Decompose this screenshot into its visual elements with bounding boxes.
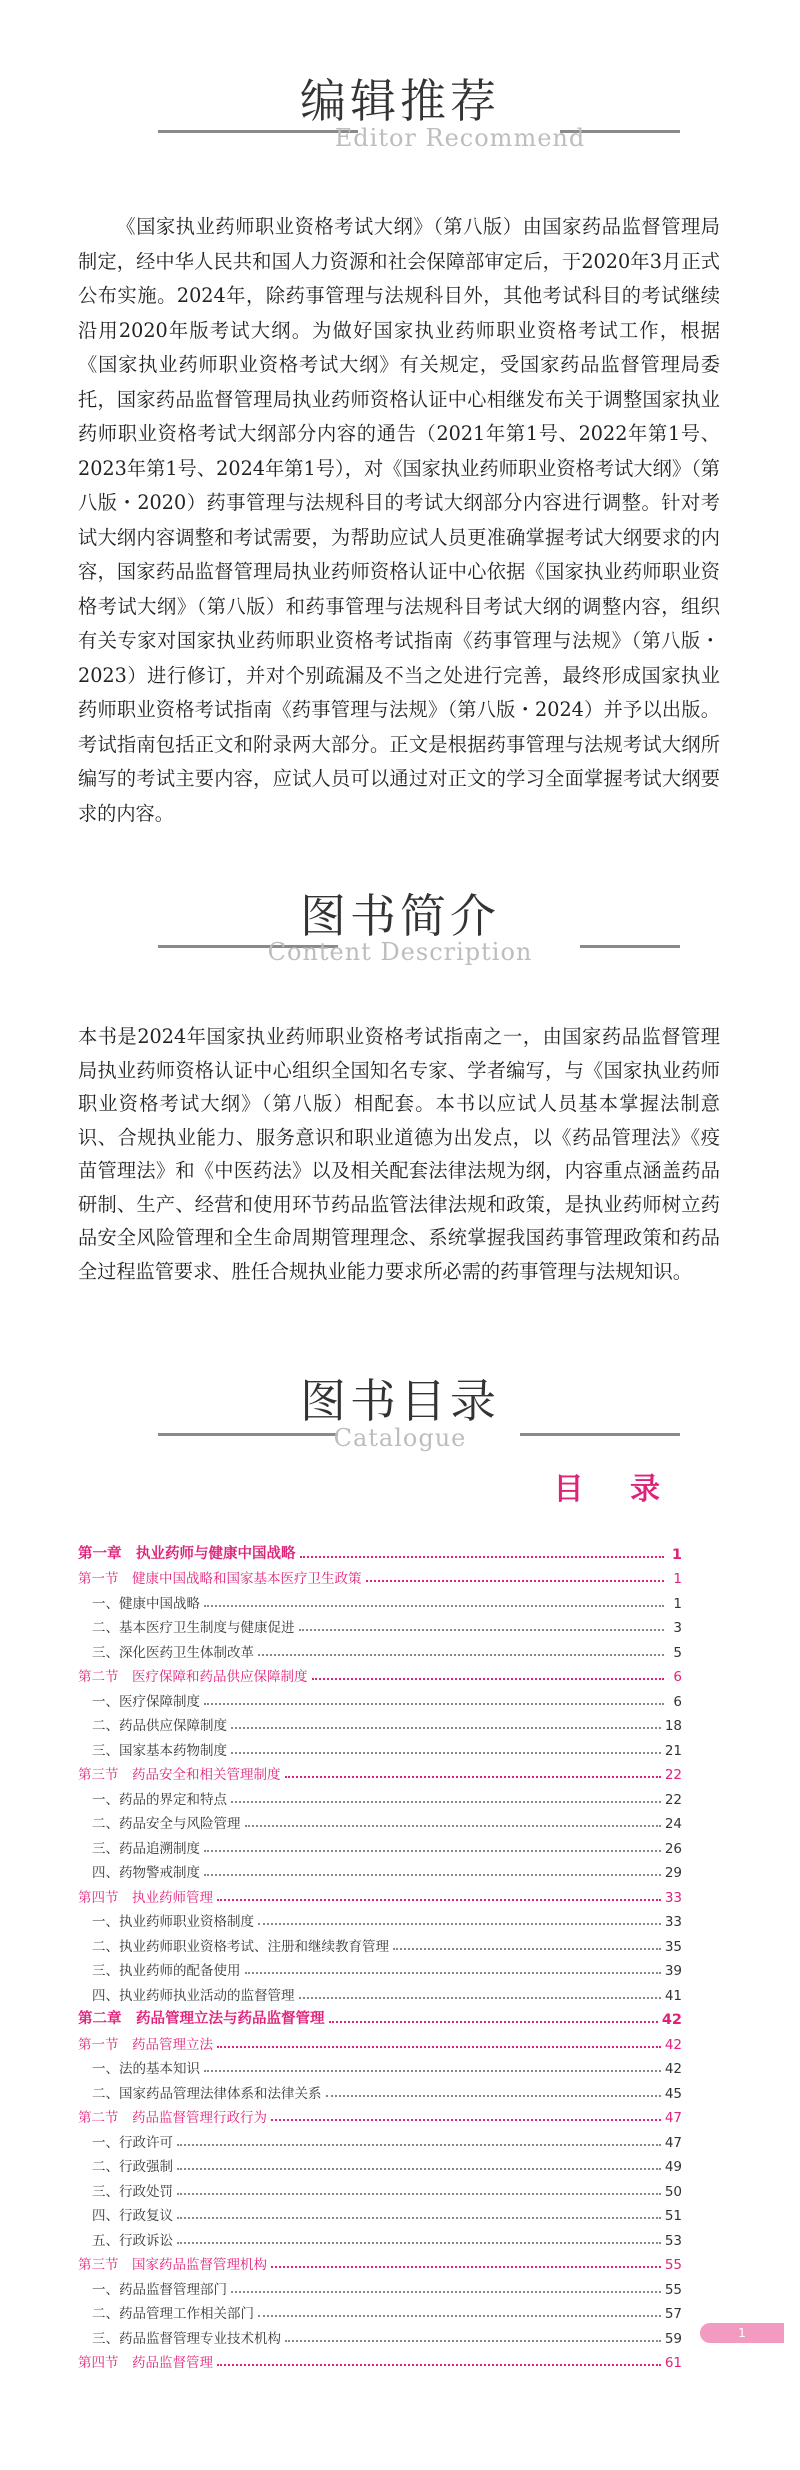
toc-dot-leader bbox=[204, 1703, 664, 1705]
toc-entry-title: 三、药品监督管理专业技术机构 bbox=[92, 2330, 281, 2347]
toc-entry-page: 18 bbox=[664, 1718, 682, 1734]
toc-entry-title: 第一章 执业药师与健康中国战略 bbox=[78, 1545, 296, 1562]
toc-dot-leader bbox=[231, 1801, 661, 1803]
toc-entry-page: 33 bbox=[664, 1914, 682, 1930]
toc-entry-page: 57 bbox=[664, 2306, 682, 2322]
toc-entry-page: 22 bbox=[664, 1791, 682, 1808]
toc-dot-leader bbox=[245, 1972, 661, 1974]
toc-dot-leader bbox=[177, 2193, 661, 2195]
toc-row-item bbox=[78, 1857, 682, 1882]
toc-entry-title: 一、药品的界定和特点 bbox=[92, 1791, 227, 1808]
toc-row-item bbox=[78, 2175, 682, 2200]
toc-dot-leader bbox=[231, 1727, 661, 1729]
toc-row-item bbox=[78, 1783, 682, 1808]
toc-row-item bbox=[78, 1587, 682, 1612]
toc-entry-page: 33 bbox=[664, 1889, 682, 1906]
toc-entry-title: 二、药品管理工作相关部门 bbox=[92, 2306, 254, 2322]
toc-dot-leader bbox=[204, 1605, 664, 1607]
toc-entry-page: 22 bbox=[664, 1767, 682, 1783]
toc-row-section bbox=[78, 2347, 682, 2372]
toc-entry-page: 1 bbox=[671, 1546, 682, 1563]
editor-section-subtitle: Editor Recommend bbox=[334, 124, 586, 152]
toc-dot-leader bbox=[300, 1556, 665, 1558]
toc-row-section bbox=[78, 1563, 682, 1588]
catalogue-section-subtitle: Catalogue bbox=[333, 1424, 467, 1452]
toc-dot-leader bbox=[177, 2168, 661, 2170]
toc-entry-title: 第一节 健康中国战略和国家基本医疗卫生政策 bbox=[78, 1571, 362, 1587]
toc-row-item bbox=[78, 1710, 682, 1735]
toc-row-item bbox=[78, 2053, 682, 2078]
toc-entry-title: 三、深化医药卫生体制改革 bbox=[92, 1644, 254, 1661]
toc-entry-page: 47 bbox=[664, 2134, 682, 2151]
toc-entry-page: 5 bbox=[673, 1644, 682, 1661]
toc-entry-title: 二、执业药师职业资格考试、注册和继续教育管理 bbox=[92, 1938, 389, 1955]
toc-dot-leader bbox=[204, 1850, 661, 1852]
toc-entry-title: 一、药品监督管理部门 bbox=[92, 2281, 227, 2298]
toc-entry-page: 42 bbox=[664, 2036, 682, 2053]
toc-dot-leader bbox=[393, 1948, 661, 1950]
toc-row-item bbox=[78, 1734, 682, 1759]
toc-heading: 目 录 bbox=[553, 1472, 678, 1507]
toc-entry-page: 42 bbox=[661, 2012, 682, 2028]
toc-entry-page: 1 bbox=[673, 1571, 682, 1587]
toc-dot-leader bbox=[217, 1899, 661, 1901]
toc-dot-leader bbox=[217, 2046, 661, 2048]
toc-row-item bbox=[78, 1636, 682, 1661]
toc-entry-page: 53 bbox=[664, 2232, 682, 2249]
toc-dot-leader bbox=[285, 1776, 661, 1778]
toc-entry-page: 26 bbox=[664, 1840, 682, 1857]
toc-dot-leader bbox=[177, 2242, 661, 2244]
toc-entry-page: 42 bbox=[664, 2061, 682, 2077]
toc-entry-title: 第二章 药品管理立法与药品监督管理 bbox=[78, 2011, 325, 2027]
editor-section-title: 编辑推荐 bbox=[300, 74, 500, 128]
toc-row-item bbox=[78, 2224, 682, 2249]
toc-dot-leader bbox=[366, 1580, 665, 1582]
toc-dot-leader bbox=[177, 2217, 661, 2219]
toc-entry-page: 47 bbox=[664, 2110, 682, 2126]
toc-row-chapter bbox=[78, 2004, 682, 2029]
catalogue-section-title: 图书目录 bbox=[300, 1374, 500, 1428]
toc-dot-leader bbox=[258, 1654, 664, 1656]
toc-entry-title: 第三节 药品安全和相关管理制度 bbox=[78, 1767, 281, 1783]
toc-entry-title: 一、法的基本知识 bbox=[92, 2061, 200, 2077]
toc-row-section bbox=[78, 1759, 682, 1784]
table-of-contents bbox=[78, 1538, 682, 2371]
content-section-header bbox=[0, 889, 800, 943]
content-section-subtitle: Content Description bbox=[267, 938, 533, 966]
toc-entry-title: 一、健康中国战略 bbox=[92, 1595, 200, 1612]
editor-section-header bbox=[0, 74, 800, 128]
toc-entry-page: 3 bbox=[673, 1620, 682, 1636]
toc-row-item bbox=[78, 2273, 682, 2298]
catalogue-section-header bbox=[0, 1374, 800, 1428]
toc-dot-leader bbox=[177, 2144, 661, 2146]
toc-entry-page: 55 bbox=[664, 2281, 682, 2298]
toc-dot-leader bbox=[299, 1997, 661, 1999]
toc-dot-leader bbox=[204, 2070, 661, 2072]
toc-row-item bbox=[78, 1832, 682, 1857]
toc-dot-leader bbox=[271, 2119, 661, 2121]
toc-dot-leader bbox=[204, 1874, 661, 1876]
toc-entry-title: 三、行政处罚 bbox=[92, 2183, 173, 2200]
toc-entry-page: 61 bbox=[664, 2355, 682, 2371]
toc-entry-page: 35 bbox=[664, 1938, 682, 1955]
toc-dot-leader bbox=[231, 1752, 661, 1754]
toc-entry-title: 第三节 国家药品监督管理机构 bbox=[78, 2257, 267, 2273]
toc-entry-title: 第一节 药品管理立法 bbox=[78, 2036, 213, 2053]
toc-row-item bbox=[78, 2200, 682, 2225]
toc-entry-page: 24 bbox=[664, 1816, 682, 1832]
toc-row-item bbox=[78, 1979, 682, 2004]
toc-dot-leader bbox=[231, 2291, 661, 2293]
toc-entry-title: 第二节 药品监督管理行政行为 bbox=[78, 2110, 267, 2126]
toc-entry-page: 49 bbox=[664, 2159, 682, 2175]
toc-dot-leader bbox=[258, 1923, 661, 1925]
toc-entry-page: 51 bbox=[664, 2208, 682, 2224]
toc-dot-leader bbox=[285, 2340, 661, 2342]
toc-row-section bbox=[78, 2102, 682, 2127]
toc-row-item bbox=[78, 1808, 682, 1833]
toc-row-item bbox=[78, 2126, 682, 2151]
toc-entry-title: 二、药品安全与风险管理 bbox=[92, 1816, 241, 1832]
page-number-badge: 1 bbox=[700, 2323, 784, 2343]
toc-row-item bbox=[78, 2298, 682, 2323]
toc-entry-title: 五、行政诉讼 bbox=[92, 2232, 173, 2249]
content-description-text: 本书是2024年国家执业药师职业资格考试指南之一，由国家药品监督管理局执业药师资格认证中心组织全国知名专家、学者编写，与《国家执业药师职业资格考试大纲》（第八版）相配套。本书以应试人员基本掌握法制意识、合规执业能力、服务意识和职业道德为出发点，以《药品管理法》《疫苗管理法》和《中医药法》以及相关配套法律法规为纲，内容重点涵盖药品研制、生产、经营和使用环节药品监管法律法规和政策，是执业药师树立药品安全风险管理和全生命周期管理理念、系统掌握我国药事管理政策和药品全过程监管要求、胜任合规执业能力要求所必需的药事管理与法规知识。 bbox=[78, 1025, 720, 1283]
toc-entry-title: 三、执业药师的配备使用 bbox=[92, 1963, 241, 1979]
content-section-title: 图书简介 bbox=[300, 889, 500, 943]
toc-entry-page: 41 bbox=[664, 1987, 682, 2004]
toc-entry-title: 三、药品追溯制度 bbox=[92, 1840, 200, 1857]
toc-entry-title: 二、基本医疗卫生制度与健康促进 bbox=[92, 1620, 295, 1636]
toc-row-section bbox=[78, 1661, 682, 1686]
toc-dot-leader bbox=[329, 2021, 658, 2023]
toc-dot-leader bbox=[258, 2315, 661, 2317]
toc-entry-page: 1 bbox=[673, 1595, 682, 1612]
toc-entry-title: 第四节 执业药师管理 bbox=[78, 1889, 213, 1906]
toc-entry-title: 四、行政复议 bbox=[92, 2208, 173, 2224]
editor-recommend-text: 《国家执业药师职业资格考试大纲》（第八版）由国家药品监督管理局制定，经中华人民共和国人力资源和社会保障部审定后，于2020年3月正式公布实施。2024年，除药事管理与法规科目外，其他考试科目的考试继续沿用2020年版考试大纲。为做好国家执业药师职业资格考试工作，根据《国家执业药师职业资格考试大纲》有关规定，受国家药品监督管理局委托，国家药品监督管理局执业药师资格认证中心相继发布关于调整国家执业药师职业资格考试大纲部分内容的通告（2021年第1号、2022年第1号、2023年第1号、2024年第1号），对《国家执业药师职业资格考试大纲》（第八版・2020）药事管理与法规科目的考试大纲部分内容进行调整。针对考试大纲内容调整和考试需要，为帮助应试人员更准确掌握考试大纲要求的内容，国家药品监督管理局执业药师资格认证中心依据《国家执业药师职业资格考试大纲》（第八版）和药事管理与法规科目考试大纲的调整内容，组织有关专家对国家执业药师职业资格考试指南《药事管理与法规》（第八版・2023）进行修订，并对个别疏漏及不当之处进行完善，最终形成国家执业药师职业资格考试指南《药事管理与法规》（第八版・2024）并予以出版。考试指南包括正文和附录两大部分。正文是根据药事管理与法规考试大纲所编写的考试主要内容，应试人员可以通过对正文的学习全面掌握考试大纲要求的内容。 bbox=[78, 215, 720, 825]
toc-entry-title: 四、药物警戒制度 bbox=[92, 1865, 200, 1881]
toc-row-item bbox=[78, 2151, 682, 2176]
toc-dot-leader bbox=[217, 2364, 661, 2366]
toc-row-item bbox=[78, 2322, 682, 2347]
toc-row-item bbox=[78, 1955, 682, 1980]
toc-dot-leader bbox=[299, 1629, 665, 1631]
toc-entry-page: 50 bbox=[664, 2183, 682, 2200]
toc-dot-leader bbox=[312, 1678, 665, 1680]
toc-entry-title: 一、医疗保障制度 bbox=[92, 1693, 200, 1710]
toc-entry-page: 21 bbox=[664, 1742, 682, 1759]
toc-entry-page: 55 bbox=[664, 2257, 682, 2273]
toc-entry-page: 29 bbox=[664, 1865, 682, 1881]
toc-entry-page: 39 bbox=[664, 1963, 682, 1979]
toc-entry-page: 6 bbox=[673, 1669, 682, 1685]
toc-row-item bbox=[78, 1685, 682, 1710]
toc-row-section bbox=[78, 2249, 682, 2274]
toc-entry-title: 二、国家药品管理法律体系和法律关系 bbox=[92, 2085, 322, 2102]
toc-row-section bbox=[78, 1881, 682, 1906]
toc-entry-title: 第四节 药品监督管理 bbox=[78, 2355, 213, 2371]
toc-entry-page: 45 bbox=[664, 2085, 682, 2102]
toc-row-item bbox=[78, 2077, 682, 2102]
toc-dot-leader bbox=[326, 2095, 661, 2097]
toc-row-item bbox=[78, 1612, 682, 1637]
toc-entry-page: 6 bbox=[673, 1693, 682, 1710]
toc-entry-title: 三、国家基本药物制度 bbox=[92, 1742, 227, 1759]
toc-entry-title: 二、行政强制 bbox=[92, 2159, 173, 2175]
toc-entry-title: 二、药品供应保障制度 bbox=[92, 1718, 227, 1734]
toc-entry-title: 第二节 医疗保障和药品供应保障制度 bbox=[78, 1669, 308, 1685]
toc-dot-leader bbox=[271, 2266, 661, 2268]
toc-row-item bbox=[78, 1930, 682, 1955]
toc-row-item bbox=[78, 1906, 682, 1931]
toc-entry-title: 一、行政许可 bbox=[92, 2134, 173, 2151]
toc-row-chapter bbox=[78, 1538, 682, 1563]
toc-dot-leader bbox=[245, 1825, 661, 1827]
toc-entry-title: 四、执业药师执业活动的监督管理 bbox=[92, 1987, 295, 2004]
toc-row-section bbox=[78, 2028, 682, 2053]
toc-entry-page: 59 bbox=[664, 2330, 682, 2347]
toc-entry-title: 一、执业药师职业资格制度 bbox=[92, 1914, 254, 1930]
